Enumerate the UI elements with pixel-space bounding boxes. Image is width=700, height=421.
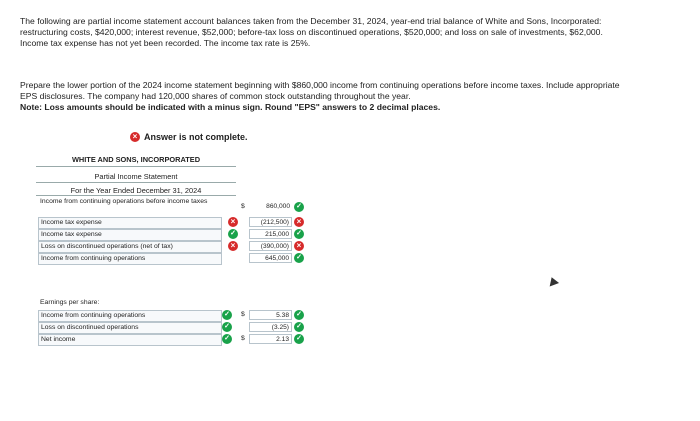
- check-icon: ✓: [294, 253, 304, 263]
- statement-title: Partial Income Statement: [94, 172, 178, 181]
- check-icon: ✓: [294, 322, 304, 332]
- problem-paragraph-2: [20, 80, 620, 113]
- problem-instructions: Prepare the lower portion of the 2024 income statement beginning with $860,000 income from continuing operations before income taxes. Include appropriate EPS disclosures. The company had 120,000 shares of common stock outstanding throughout the year.: [20, 80, 620, 101]
- divider: [36, 195, 236, 196]
- eps-value-input-1[interactable]: (3.25): [249, 322, 292, 332]
- x-circle-icon: ×: [130, 132, 140, 142]
- divider: [36, 182, 236, 183]
- problem-note: Note: Loss amounts should be indicated with a minus sign. Round "EPS" answers to 2 decimal places.: [20, 102, 441, 112]
- row-label-input-4[interactable]: Income from continuing operations: [38, 253, 222, 265]
- row-value-input-4[interactable]: 645,000: [249, 253, 292, 263]
- check-icon: ✓: [222, 322, 232, 332]
- row-value-0: 860,000: [266, 203, 290, 210]
- currency-symbol: $: [241, 203, 245, 210]
- statement-period: For the Year Ended December 31, 2024: [70, 186, 202, 195]
- x-circle-icon: ×: [228, 241, 238, 251]
- row-value-input-3[interactable]: (390,000): [249, 241, 292, 251]
- check-icon: ✓: [228, 229, 238, 239]
- row-value-input-1[interactable]: (212,500): [249, 217, 292, 227]
- x-circle-icon: ×: [228, 217, 238, 227]
- eps-value-input-2[interactable]: 2.13: [249, 334, 292, 344]
- mouse-cursor-icon: [547, 276, 559, 287]
- x-circle-icon: ×: [294, 241, 304, 251]
- row-label-input-1[interactable]: Income tax expense: [38, 217, 222, 229]
- eps-label-input-0[interactable]: Income from continuing operations: [38, 310, 222, 322]
- row-label-input-2[interactable]: Income tax expense: [38, 229, 222, 241]
- row-value-input-2[interactable]: 215,000: [249, 229, 292, 239]
- eps-label-input-2[interactable]: Net income: [38, 334, 222, 346]
- check-icon: ✓: [294, 229, 304, 239]
- company-name: WHITE AND SONS, INCORPORATED: [71, 155, 201, 164]
- divider: [36, 166, 236, 167]
- check-icon: ✓: [294, 202, 304, 212]
- check-icon: ✓: [222, 310, 232, 320]
- currency-symbol: $: [241, 311, 245, 318]
- problem-paragraph-1: The following are partial income statement account balances taken from the December 31, 2024, year-end trial balance of White and Sons, Incorporated: restructuring costs, $420,000; interest revenue, $52,000; before-tax loss on discontinued operations, $520,000; and loss on sale of investments, $62,000. Income tax expense has not yet been recorded. The income tax rate is 25%.: [20, 16, 603, 48]
- x-circle-icon: ×: [294, 217, 304, 227]
- row-label-input-3[interactable]: Loss on discontinued operations (net of tax): [38, 241, 222, 253]
- status-message: Answer is not complete.: [144, 132, 248, 142]
- status-banner: [130, 132, 248, 142]
- eps-value-input-0[interactable]: 5.38: [249, 310, 292, 320]
- eps-header: Earnings per share:: [40, 299, 100, 306]
- check-icon: ✓: [222, 334, 232, 344]
- eps-label-input-1[interactable]: Loss on discontinued operations: [38, 322, 222, 334]
- check-icon: ✓: [294, 310, 304, 320]
- currency-symbol: $: [241, 335, 245, 342]
- check-icon: ✓: [294, 334, 304, 344]
- row-label-0: Income from continuing operations before income taxes: [40, 198, 208, 205]
